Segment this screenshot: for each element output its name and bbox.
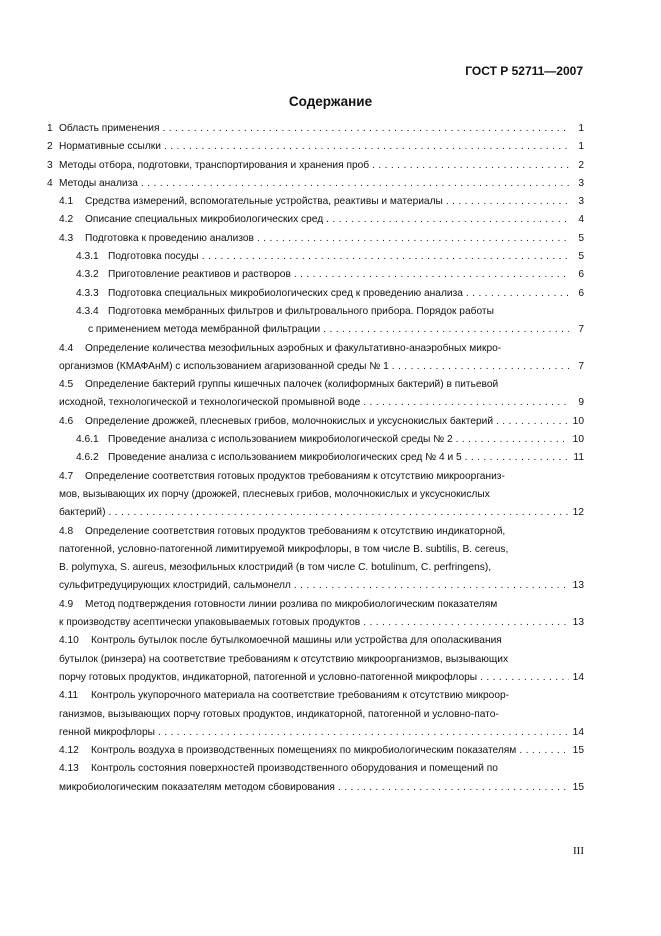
toc-entry-title: Метод подтверждения готовности линии розлива по микробиологическим показателям [85, 598, 498, 610]
toc-entry-number: 4.6.1 [76, 434, 99, 446]
toc-entry-title: Подготовка специальных микробиологических сред к проведению анализа [108, 287, 463, 299]
dot-leader [392, 358, 569, 376]
dot-leader [466, 285, 569, 303]
toc-entry-title: Определение количества мезофильных аэробных и факультативно-анаэробных микро- [85, 342, 502, 354]
toc-entry-title: генной микрофлоры [59, 726, 155, 738]
toc-entry[interactable] [44, 742, 584, 760]
dot-leader [326, 211, 569, 229]
toc-entry-number: 3 [47, 159, 53, 171]
toc-entry[interactable] [44, 340, 584, 377]
toc-entry-title: к производству асептически упаковываемых готовых продуктов [59, 617, 361, 629]
toc-entry[interactable] [44, 760, 584, 797]
dot-leader [372, 157, 569, 175]
toc-entry-title: Определение бактерий группы кишечных палочек (колиформных бактерий) в питьевой [85, 379, 499, 391]
dot-leader [363, 394, 569, 412]
toc-entry-number: 4.7 [59, 470, 74, 482]
toc-entry-title: Определение соответствия готовых продуктов требованиям к отсутствию индикаторной, [85, 525, 506, 537]
toc-entry[interactable] [44, 632, 584, 687]
toc-entry-number: 4.11 [59, 690, 79, 702]
toc-entry-page: 1 [578, 123, 584, 134]
toc-entry-title: Область применения [59, 123, 160, 134]
toc-entry-page: 15 [572, 745, 584, 757]
toc-entry-title: Описание специальных микробиологических сред [85, 214, 324, 226]
toc-entry-number: 4.13 [59, 763, 79, 775]
toc-entry[interactable] [44, 687, 584, 742]
toc-entry-page: 13 [572, 580, 584, 592]
dot-leader [141, 175, 569, 193]
toc-entry-title: Методы анализа [59, 177, 138, 189]
dot-leader [109, 504, 570, 522]
toc-entry-title: бактерий) [59, 507, 106, 519]
toc-entry-page: 5 [578, 251, 584, 263]
toc-entry[interactable] [44, 523, 584, 596]
toc-entry-number: 4.4 [59, 342, 74, 354]
toc-entry-page: 14 [572, 726, 584, 738]
toc-entry-title: с применением метода мембранной фильтрации [88, 324, 321, 336]
toc-entry-title: Методы отбора, подготовки, транспортирования и хранения проб [59, 159, 370, 171]
document-id: ГОСТ Р 52711—2007 [465, 64, 583, 78]
toc-entry-title: бутылок (ринзера) на соответствие требованиям к отсутствию микроорганизмов, вызывающих [59, 653, 509, 665]
toc-entry-title: Контроль бутылок после бутылкомоечной машины или устройства для ополаскивания [91, 635, 502, 647]
toc-entry-title: B. polymyxa, S. aureus, мезофильных клостридий (в том числе C. botulinum, C. perfringens), [59, 562, 492, 574]
toc-entry-number: 4.3 [59, 232, 74, 244]
dot-leader [338, 779, 569, 797]
toc-entry-page: 11 [573, 452, 584, 464]
toc-entry[interactable] [44, 157, 584, 175]
toc-entry-page: 13 [572, 617, 584, 629]
toc-entry[interactable] [44, 468, 584, 523]
toc-entry-title: порчу готовых продуктов, индикаторной, патогенной и условно-патогенной микрофлоры [59, 671, 478, 683]
toc-entry-title: Нормативные ссылки [59, 141, 161, 153]
toc-entry-title: Проведение анализа с использованием микробиологической среды № 2 [108, 434, 453, 446]
toc-entry-title: Контроль воздуха в производственных помещениях по микробиологическим показателям [91, 745, 517, 757]
toc-entry-page: 10 [572, 415, 584, 427]
toc-entry-number: 4.6.2 [76, 452, 99, 464]
toc-entry-title: исходной, технологической и технологической промывной воде [59, 397, 361, 409]
toc-entry[interactable] [44, 230, 584, 248]
toc-entry-page: 9 [578, 397, 584, 409]
dot-leader [496, 413, 569, 431]
toc-entry-number: 4.8 [59, 525, 74, 537]
toc-entry-number: 4 [47, 177, 53, 189]
toc-entry-title: микробиологическим показателям методом сбовирования [59, 781, 335, 793]
dot-leader [257, 230, 569, 248]
toc-entry-number: 4.10 [59, 635, 79, 647]
toc-entry-page: 5 [578, 232, 584, 244]
toc-entry[interactable] [44, 303, 584, 340]
dot-leader [294, 266, 569, 284]
dot-leader [446, 193, 569, 211]
toc-entry-title: Проведение анализа с использованием микробиологических сред № 4 и 5 [108, 452, 462, 464]
toc-entry-page: 12 [572, 507, 584, 519]
toc-entry-title: Контроль состояния поверхностей производственного оборудования и помещений по [91, 763, 498, 775]
toc-entry-title: организмов (КМАФАнМ) с использованием агаризованной среды № 1 [59, 360, 389, 372]
toc-entry-title: Контроль укупорочного материала на соответствие требованиям к отсутствию микроор- [91, 690, 510, 702]
toc-entry-page: 4 [578, 214, 584, 226]
toc-entry-number: 4.1 [59, 196, 74, 208]
toc-entry-page: 3 [578, 196, 584, 208]
toc-entry[interactable] [44, 211, 584, 229]
dot-leader [294, 577, 569, 595]
toc-entry-title: Подготовка мембранных фильтров и фильтровального прибора. Порядок работы [108, 305, 494, 317]
toc-entry[interactable] [44, 175, 584, 193]
toc-entry-number: 2 [47, 141, 53, 153]
toc-entry[interactable] [44, 431, 584, 449]
toc-entry-title: Подготовка посуды [108, 251, 199, 263]
toc-entry-title: патогенной, условно-патогенной лимитируемой микрофлоры, в том числе B. subtilis, B. cereus, [59, 543, 509, 555]
dot-leader [465, 449, 569, 467]
toc-entry-number: 4.3.2 [76, 269, 99, 281]
toc-entry-page: 3 [578, 177, 584, 189]
toc-entry-title: сульфитредуцирующих клостридий, сальмонелл [59, 580, 291, 592]
page-title: Содержание [288, 94, 373, 109]
toc-entry-page: 10 [572, 434, 584, 446]
toc-entry-number: 4.9 [59, 598, 74, 610]
toc-entry[interactable] [44, 413, 584, 431]
dot-leader [456, 431, 569, 449]
toc-entry-page: 6 [578, 287, 584, 299]
page-number: III [573, 845, 584, 857]
toc-entry-number: 4.3.3 [76, 287, 99, 299]
toc-entry-title: Подготовка к проведению анализов [85, 232, 254, 244]
toc-entry[interactable] [44, 376, 584, 413]
dot-leader [164, 138, 569, 156]
toc-entry-title: Определение дрожжей, плесневых грибов, молочнокислых и уксуснокислых бактерий [85, 415, 494, 427]
toc-entry-title: мов, вызывающих их порчу (дрожжей, плесневых грибов, молочнокислых и уксуснокислых [59, 488, 490, 500]
dot-leader [323, 321, 569, 339]
table-of-contents [44, 120, 584, 797]
toc-entry[interactable] [44, 285, 584, 303]
toc-entry-number: 4.12 [59, 745, 79, 757]
toc-entry[interactable] [44, 120, 584, 138]
dot-leader [202, 248, 569, 266]
dot-leader [480, 669, 569, 687]
toc-entry-page: 7 [578, 324, 584, 336]
toc-entry[interactable] [44, 266, 584, 284]
toc-entry-number: 4.2 [59, 214, 74, 226]
toc-entry-page: 2 [578, 159, 584, 171]
dot-leader [162, 120, 569, 138]
toc-entry-number: 1 [47, 123, 53, 134]
toc-entry-number: 4.6 [59, 415, 74, 427]
toc-entry-title: ганизмов, вызывающих порчу готовых продуктов, индикаторной, патогенной и условно-пато- [59, 708, 499, 720]
toc-entry-number: 4.3.4 [76, 305, 99, 317]
toc-entry-title: Приготовление реактивов и растворов [108, 269, 291, 281]
toc-entry-page: 14 [572, 671, 584, 683]
toc-entry-page: 15 [572, 781, 584, 793]
dot-leader [519, 742, 569, 760]
toc-entry[interactable] [44, 138, 584, 156]
toc-entry-number: 4.3.1 [76, 251, 99, 263]
toc-entry-number: 4.5 [59, 379, 74, 391]
toc-entry-page: 1 [578, 141, 584, 153]
dot-leader [363, 614, 569, 632]
toc-entry[interactable] [44, 193, 584, 211]
toc-entry[interactable] [44, 248, 584, 266]
toc-entry-title: Средства измерений, вспомогательные устройства, реактивы и материалы [85, 196, 443, 208]
toc-entry[interactable] [44, 596, 584, 633]
toc-entry-title: Определение соответствия готовых продуктов требованиям к отсутствию микроорганиз- [85, 470, 505, 482]
toc-entry[interactable] [44, 449, 584, 467]
toc-entry-page: 7 [578, 360, 584, 372]
toc-entry-page: 6 [578, 269, 584, 281]
dot-leader [158, 724, 569, 742]
